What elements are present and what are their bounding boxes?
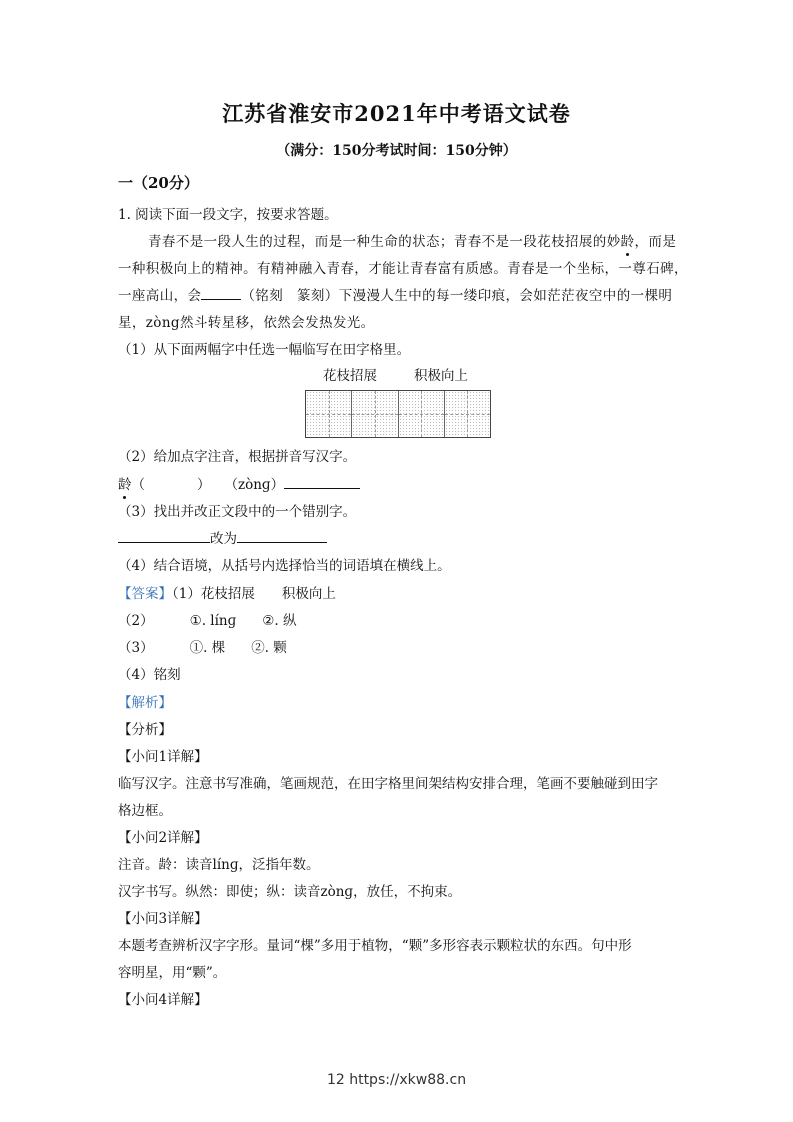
detail-3-line-1: 本题考查辨析汉字字形。量词“棵”多用于植物，“颗”多形容表示颗粒状的东西。句中形 (118, 938, 632, 954)
detail-2-heading: 【小问2详解】 (118, 830, 208, 846)
tianzige-grid (305, 390, 491, 438)
fill-blank (237, 530, 327, 543)
grid-cell (352, 391, 398, 437)
detail-1-heading: 【小问1详解】 (118, 749, 208, 765)
question-1-prompt: 1. 阅读下面一段文字，按要求答题。 (118, 207, 338, 223)
dotted-char: 龄 (620, 234, 635, 250)
grid-cell (445, 391, 490, 437)
fill-blank (118, 530, 210, 543)
answer-tag: 【答案】 (118, 586, 172, 602)
answer-line-1: 【答案】（1）花枝招展 积极向上 (118, 586, 336, 602)
answer-line-4: （4）铭刻 (118, 667, 181, 683)
sub-question-2-blanks: 龄（ ） （zònɡ） (118, 473, 360, 493)
fill-blank (284, 476, 360, 489)
analysis-heading: 【分析】 (118, 722, 172, 738)
copy-phrase-1: 花枝招展 (323, 368, 377, 384)
detail-3-heading: 【小问3详解】 (118, 911, 208, 927)
passage-line-4: 星，zòng然斗转星移，依然会发热发光。 (118, 315, 375, 331)
detail-2-line-2: 汉字书写。纵然：即使；纵：读音zònɡ，放任，不拘束。 (118, 884, 462, 900)
sub-question-3: （3）找出并改正文段中的一个错别字。 (118, 504, 357, 520)
sub-question-1: （1）从下面两幅字中任选一幅临写在田字格里。 (118, 342, 411, 358)
passage-line-2: 一种积极向上的精神。有精神融入青春，才能让青春富有质感。青春是一个坐标，一尊石碑， (118, 261, 688, 277)
passage-line-1: 青春不是一段人生的过程，而是一种生命的状态；青春不是一段花枝招展的妙龄，而是 (148, 234, 677, 250)
detail-1-line-1: 临写汉字。注意书写准确，笔画规范，在田字格里间架结构安排合理，笔画不要触碰到田字 (118, 776, 658, 792)
page-title: 江苏省淮安市2021年中考语文试卷 (222, 101, 571, 126)
analysis-tag: 【解析】 (118, 695, 172, 711)
exam-info: （满分：150分考试时间：150分钟） (276, 143, 517, 159)
grid-cell (306, 391, 352, 437)
answer-line-3: （3） ①. 棵 ②. 颗 (118, 640, 287, 656)
detail-4-heading: 【小问4详解】 (118, 992, 208, 1008)
detail-1-line-2: 格边框。 (118, 803, 172, 819)
detail-3-line-2: 容明星，用“颗”。 (118, 965, 227, 981)
detail-2-line-1: 注音。龄：读音línɡ，泛指年数。 (118, 857, 320, 873)
grid-cell (399, 391, 445, 437)
section-heading: 一（20分） (118, 174, 199, 192)
sub-question-2: （2）给加点字注音，根据拼音写汉字。 (118, 449, 357, 465)
answer-line-2: （2） ①. línɡ ②. 纵 (118, 613, 297, 629)
sub-question-3-blanks: 改为 (118, 527, 327, 547)
page-footer: 12 https://xkw88.cn (326, 1072, 467, 1088)
copy-phrase-2: 积极向上 (414, 368, 468, 384)
passage-line-3: 一座高山，会 （铭刻 篆刻）下漫漫人生中的每一缕印痕，会如茫茫夜空中的一棵明 (118, 288, 673, 304)
fill-blank (201, 287, 241, 300)
sub-question-4: （4）结合语境，从括号内选择恰当的词语填在横线上。 (118, 558, 451, 574)
